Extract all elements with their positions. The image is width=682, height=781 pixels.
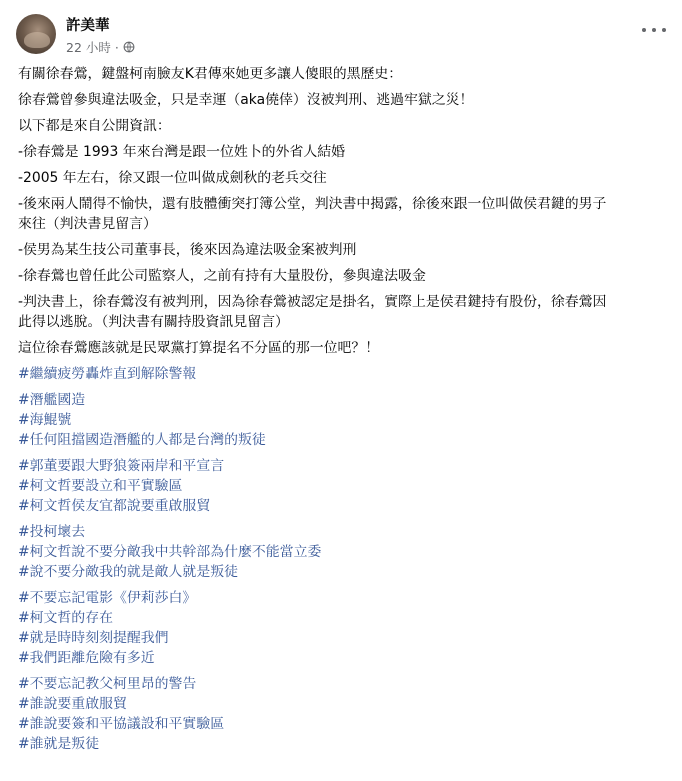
hashtag-link[interactable]: #郭董要跟大野狼簽兩岸和平宣言 [18,458,225,474]
hashtag-link[interactable]: #潛艦國造 [18,392,86,408]
hashtag-link[interactable]: #不要忘記電影《伊莉莎白》 [18,590,197,606]
hashtag-link[interactable]: #柯文哲要設立和平實驗區 [18,478,183,494]
hashtag-group [18,674,666,754]
hashtag-link[interactable]: #說不要分敵我的就是敵人就是叛徒 [18,564,239,580]
post-paragraph: -後來兩人鬧得不愉快，還有肢體衝突打簿公堂，判決書中揭露，徐後來跟一位叫做侯君鍵的男子 來往（判決書見留言） [18,196,607,232]
hashtag-link[interactable]: #我們距離危險有多近 [18,650,155,666]
hashtag-link[interactable]: #誰說要簽和平協議設和平實驗區 [18,716,225,732]
hashtag-group [18,364,666,384]
hashtag-link[interactable]: #柯文哲的存在 [18,610,113,626]
post-paragraph: -侯男為某生技公司董事長，後來因為違法吸金案被判刑 [18,242,357,258]
post-paragraph: -徐春鶯是 1993 年來台灣是跟一位姓卜的外省人結婚 [18,144,346,160]
hashtag-group [18,390,666,450]
globe-icon[interactable] [123,41,135,53]
post-paragraph: -判決書上，徐春鶯沒有被判刑，因為徐春鶯被認定是掛名，實際上是侯君鍵持有股份，徐春鶯因 此得以逃脫。（判決書有關持股資訊見留言） [18,294,607,330]
hashtag-link[interactable]: #柯文哲說不要分敵我中共幹部為什麼不能當立委 [18,544,322,560]
avatar[interactable] [16,14,56,54]
hashtag-link[interactable]: #就是時時刻刻提醒我們 [18,630,169,646]
hashtag-group [18,522,666,582]
hashtag-link[interactable]: #不要忘記教父柯里昂的警告 [18,676,197,692]
hashtag-link[interactable]: #任何阻擋國造潛艦的人都是台灣的叛徒 [18,432,266,448]
hashtag-link[interactable]: #海鯤號 [18,412,72,428]
hashtag-link[interactable]: #誰就是叛徒 [18,736,100,752]
hashtag-link[interactable]: #柯文哲侯友宜都說要重啟服貿 [18,498,211,514]
meta-separator: · [114,39,119,55]
post-paragraph: -2005 年左右，徐又跟一位叫做成劍秋的老兵交往 [18,170,327,186]
author-name[interactable]: 許美華 [66,18,110,34]
hashtag-group [18,588,666,668]
post-paragraph: 有關徐春鶯，鍵盤柯南臉友K君傳來她更多讓人傻眼的黑歷史： [18,66,403,82]
post-paragraph: 徐春鶯曾參與違法吸金，只是幸運（aka僥倖）沒被判刑、逃過牢獄之災！ [18,92,474,108]
hashtag-link[interactable]: #繼續疲勞轟炸直到解除警報 [18,366,197,382]
post-paragraph: 以下都是來自公開資訊： [18,118,171,134]
post-body [0,64,682,754]
post-paragraph: 這位徐春鶯應該就是民眾黨打算提名不分區的那一位吧？！ [18,340,380,356]
hashtag-link[interactable]: #誰說要重啟服貿 [18,696,127,712]
post-timestamp[interactable]: 22 小時 [66,40,111,55]
hashtag-group [18,456,666,516]
post-header [0,0,682,64]
post-meta [66,38,135,56]
post-paragraph: -徐春鶯也曾任此公司監察人，之前有持有大量股份，參與違法吸金 [18,268,426,284]
hashtag-link[interactable]: #投柯壞去 [18,524,86,540]
more-options-icon[interactable] [642,22,666,38]
